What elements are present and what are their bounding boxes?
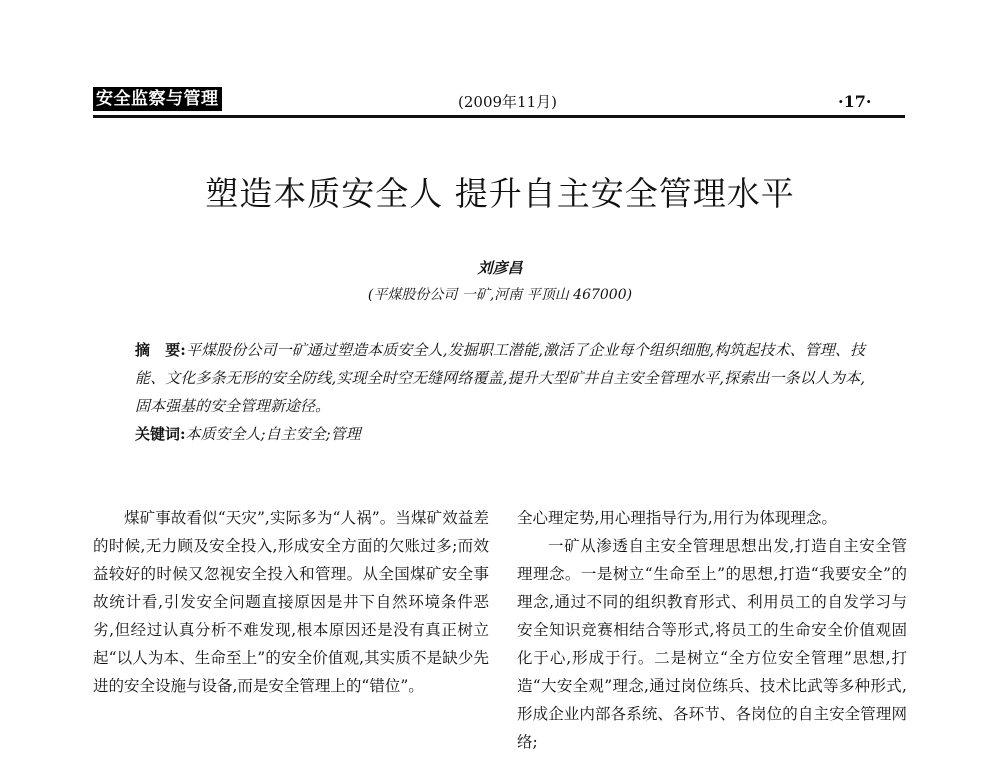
section-tag: 安全监察与管理 [93, 87, 222, 111]
article-title: 塑造本质安全人 提升自主安全管理水平 [205, 174, 795, 213]
header-rule [93, 115, 905, 118]
abstract-block [135, 336, 865, 448]
page-number: ·17· [838, 92, 872, 111]
body-right-column [517, 504, 907, 756]
keywords-paragraph [135, 420, 865, 448]
article-author: 刘彦昌 [477, 259, 523, 277]
keywords-label: 关键词: [135, 425, 186, 443]
abstract-paragraph [135, 336, 865, 420]
body-paragraph-continued: 全心理定势,用心理指导行为,用行为体现理念。 [517, 509, 837, 527]
keywords-text: 本质安全人;自主安全;管理 [185, 425, 361, 443]
body-paragraph: 煤矿事故看似“天灾”,实际多为“人祸”。当煤矿效益差的时候,无力顾及安全投入,形成安全方面的欠账过多;而效益较好的时候又忽视安全投入和管理。从全国煤矿安全事故统计看,引发安全问题直接原因是井下自然环境条件恶劣,但经过认真分析不难发现,根本原因还是没有真正树立起“以人为本、生命至上”的安全价值观,其实质不是缺少先进的安全设施与设备,而是安全管理上的“错位”。 [93, 509, 489, 695]
abstract-text: 平煤股份公司一矿通过塑造本质安全人,发掘职工潜能,激活了企业每个组织细胞,构筑起技术、管理、技能、文化多条无形的安全防线,实现全时空无缝网络覆盖,提升大型矿井自主安全管理水平,探索出一条以人为本,固本强基的安全管理新途径。 [135, 341, 866, 415]
author-affiliation: (平煤股份公司 一矿,河南 平顶山 467000) [367, 287, 633, 303]
body-paragraph: 一矿从渗透自主安全管理思想出发,打造自主安全管理理念。一是树立“生命至上”的思想,打造“我要安全”的理念,通过不同的组织教育形式、利用员工的自发学习与安全知识竞赛相结合等形式,将员工的生命安全价值观固化于心,形成于行。二是树立“全方位安全管理”思想,打造“大安全观”理念,通过岗位练兵、技术比武等多种形式,形成企业内部各系统、各环节、各岗位的自主安全管理网络; [517, 537, 907, 751]
body-left-column [93, 504, 489, 700]
issue-date: (2009年11月) [458, 93, 557, 111]
abstract-label: 摘 要: [135, 341, 186, 359]
